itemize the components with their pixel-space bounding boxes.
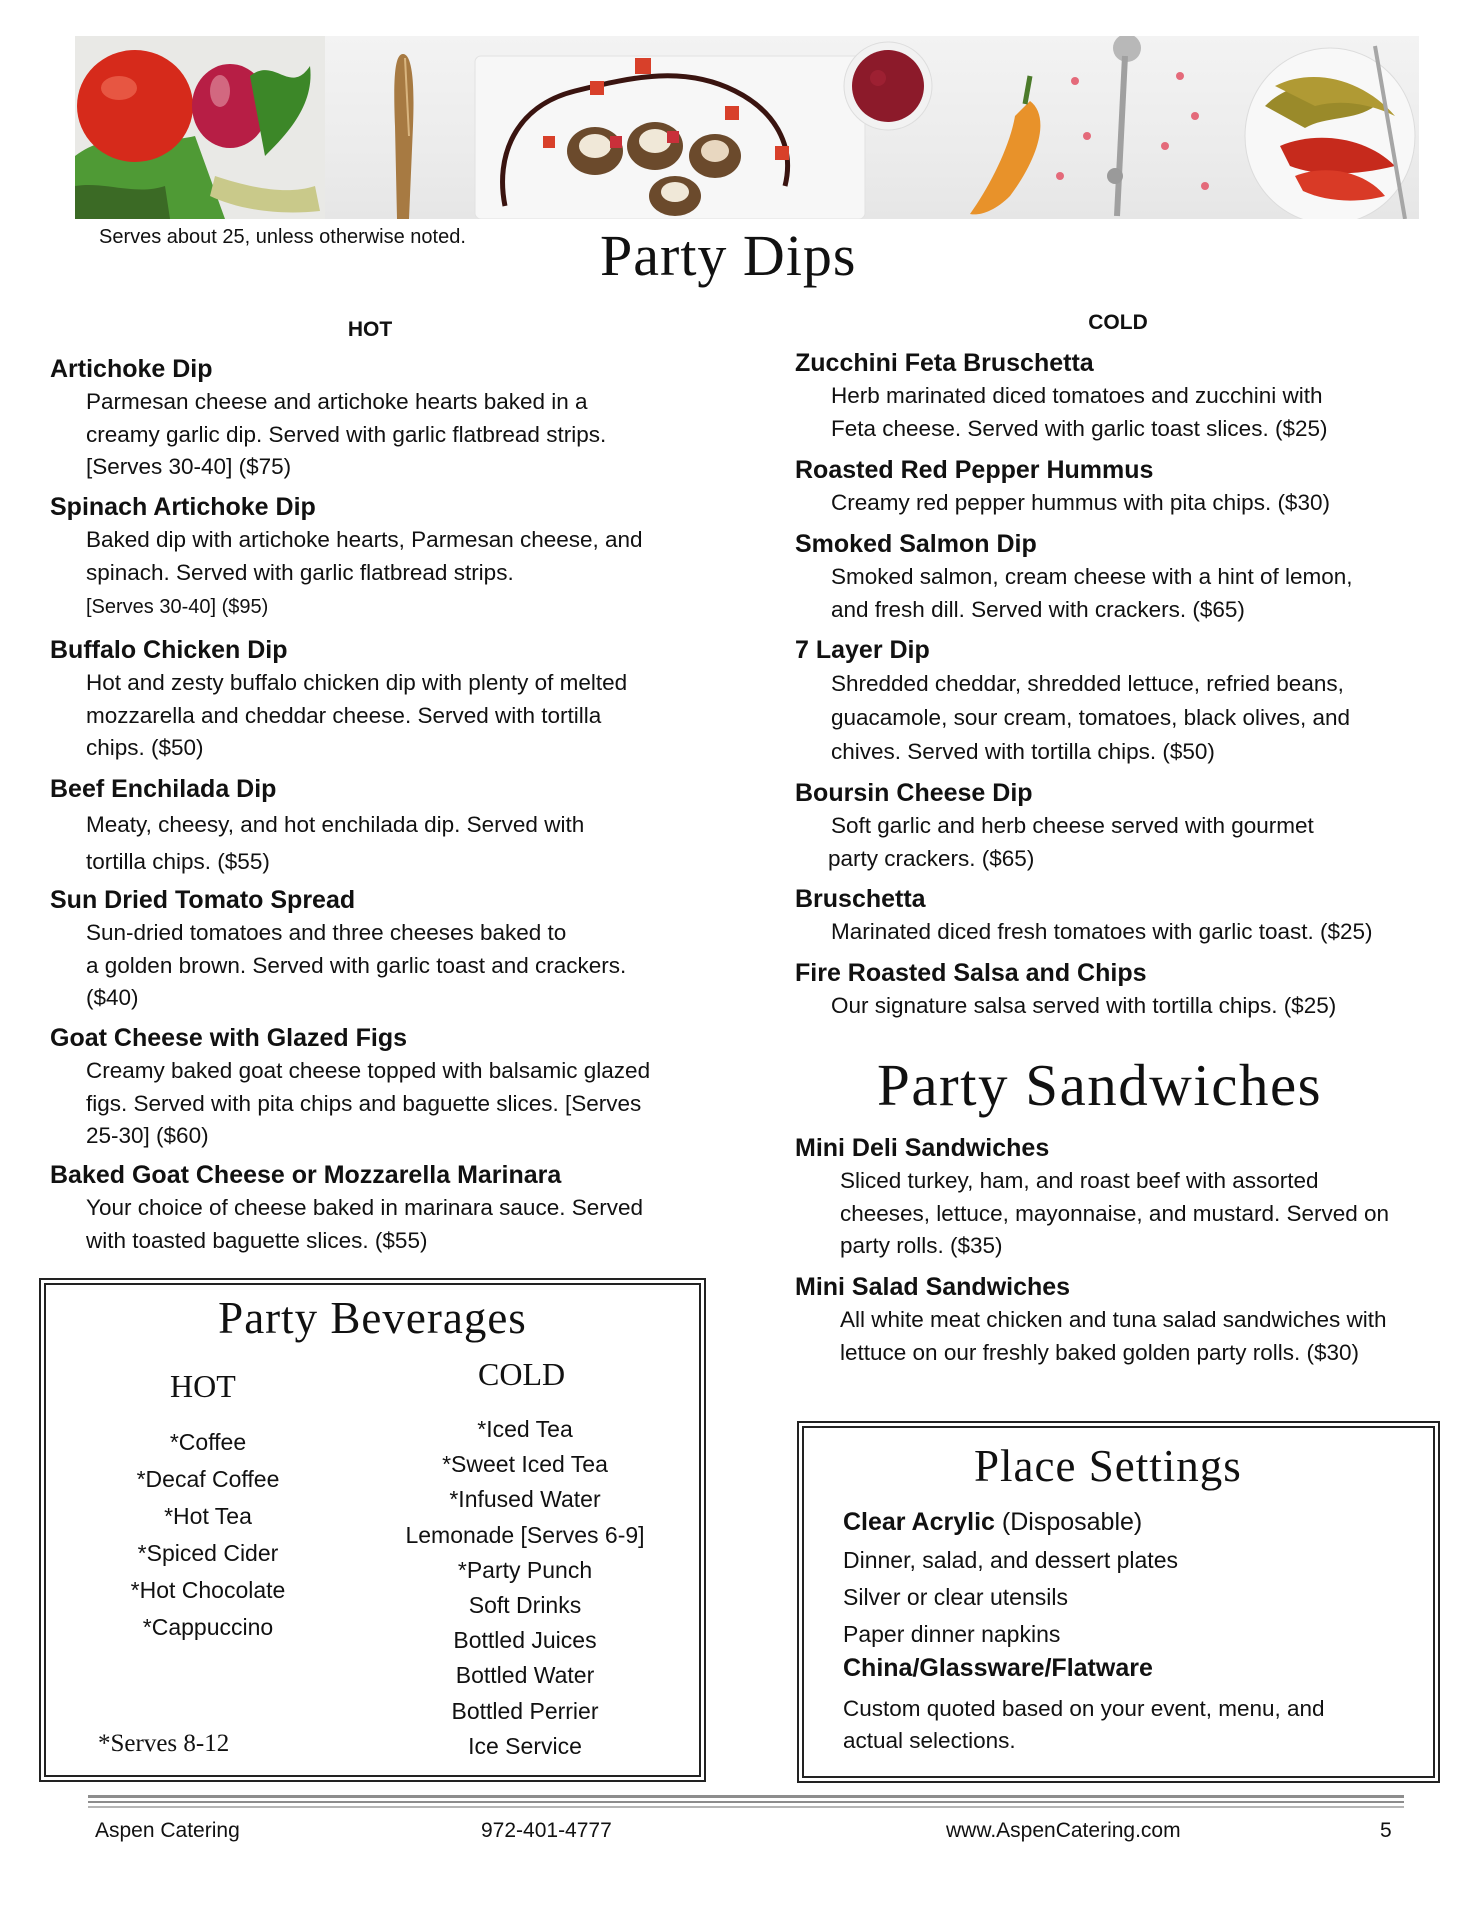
beverages-footnote: *Serves 8-12 <box>98 1730 230 1757</box>
dip-description: Hot and zesty buffalo chicken dip with plenty of melted mozzarella and cheddar cheese. Served with tortilla chips. ($50) <box>86 670 628 760</box>
dip-description: Baked dip with artichoke hearts, Parmesan cheese, and spinach. Served with garlic flatbread strips. [Serves 30-40] ($95) <box>86 527 643 618</box>
list-item: *Hot Chocolate <box>130 1577 286 1603</box>
cold-heading: COLD <box>1088 311 1148 334</box>
footer-company: Aspen Catering <box>95 1819 240 1842</box>
dip-item <box>795 453 1330 520</box>
dip-description: Smoked salmon, cream cheese with a hint of lemon, and fresh dill. Served with crackers. ($65) <box>831 564 1353 622</box>
sandwich-item <box>795 1270 1387 1369</box>
dip-item <box>50 1021 650 1153</box>
sandwich-name: Mini Deli Sandwiches <box>795 1134 1050 1162</box>
party-sandwiches-title: Party Sandwiches <box>877 1052 1323 1118</box>
acrylic-label: Clear Acrylic <box>843 1508 995 1536</box>
china-description: Custom quoted based on your event, menu, and actual selections. <box>843 1696 1325 1753</box>
list-item: *Infused Water <box>449 1486 601 1513</box>
dip-item <box>795 633 1350 769</box>
dip-item <box>795 346 1327 445</box>
dip-item <box>50 633 627 765</box>
list-item: *Coffee <box>169 1429 247 1455</box>
list-item: Bottled Juices <box>453 1627 597 1654</box>
appetizers-banner-image <box>75 36 1419 219</box>
acrylic-note: (Disposable) <box>1001 1508 1143 1536</box>
footer-phone[interactable]: 972-401-4777 <box>481 1819 612 1842</box>
acrylic-items <box>843 1542 1178 1653</box>
dip-name: Smoked Salmon Dip <box>795 530 1037 558</box>
dip-description: Your choice of cheese baked in marinara sauce. Served with toasted baguette slices. ($55) <box>86 1195 644 1253</box>
dip-description: Meaty, cheesy, and hot enchilada dip. Served with tortilla chips. ($55) <box>86 812 585 874</box>
list-item: Ice Service <box>468 1732 582 1759</box>
list-item: Bottled Water <box>455 1662 595 1689</box>
footer-rule <box>88 1806 1404 1808</box>
hot-beverages-list <box>88 1424 328 1646</box>
dip-description: Herb marinated diced tomatoes and zucchini with Feta cheese. Served with garlic toast slices. ($25) <box>831 383 1328 441</box>
list-item: Lemonade [Serves 6-9] <box>405 1521 645 1548</box>
china-label: China/Glassware/Flatware <box>843 1654 1153 1682</box>
footer-page-number: 5 <box>1380 1819 1392 1842</box>
dip-item <box>50 352 606 484</box>
footer-rule <box>88 1801 1404 1803</box>
list-item: Silver or clear utensils <box>843 1584 1068 1610</box>
sandwich-item <box>795 1131 1389 1263</box>
dip-description: Creamy red pepper hummus with pita chips. ($30) <box>831 490 1330 515</box>
list-item: Bottled Perrier <box>451 1697 599 1724</box>
dip-item <box>50 883 626 1015</box>
dip-item <box>50 490 643 625</box>
dip-item <box>50 1158 643 1257</box>
dip-name: Beef Enchilada Dip <box>50 775 277 803</box>
dip-name: Baked Goat Cheese or Mozzarella Marinara <box>50 1161 562 1189</box>
dip-name: Boursin Cheese Dip <box>795 779 1033 807</box>
footer-website[interactable]: www.AspenCatering.com <box>946 1819 1181 1842</box>
dip-name: Fire Roasted Salsa and Chips <box>795 959 1147 987</box>
dip-name: 7 Layer Dip <box>795 636 930 664</box>
dip-item <box>795 527 1353 626</box>
list-item: Paper dinner napkins <box>843 1621 1061 1647</box>
dip-description: Our signature salsa served with tortilla chips. ($25) <box>831 993 1337 1018</box>
list-item: *Spiced Cider <box>137 1540 279 1566</box>
list-item: Dinner, salad, and dessert plates <box>843 1547 1178 1573</box>
footer-rule <box>88 1795 1404 1798</box>
dip-description: Creamy baked goat cheese topped with balsamic glazed figs. Served with pita chips and baguette slices. [Serves 25-30] ($60) <box>86 1058 651 1148</box>
dip-name: Sun Dried Tomato Spread <box>50 886 356 914</box>
dip-item <box>795 776 1314 875</box>
list-item: *Hot Tea <box>164 1503 252 1529</box>
dip-description: Shredded cheddar, shredded lettuce, refried beans, guacamole, sour cream, tomatoes, black olives, and chives. Served with tortilla chips. ($50) <box>831 671 1351 764</box>
dip-description: Soft garlic and herb cheese served with gourmet party crackers. ($65) <box>828 813 1314 871</box>
dip-name: Bruschetta <box>795 885 926 913</box>
list-item: Soft Drinks <box>468 1592 582 1619</box>
dip-description: Sun-dried tomatoes and three cheeses baked to a golden brown. Served with garlic toast and crackers. ($40) <box>86 920 627 1010</box>
hot-heading: HOT <box>347 318 393 341</box>
list-item: *Party Punch <box>457 1556 593 1583</box>
dip-name: Roasted Red Pepper Hummus <box>795 456 1154 484</box>
list-item: *Sweet Iced Tea <box>442 1451 608 1478</box>
sandwich-name: Mini Salad Sandwiches <box>795 1273 1071 1301</box>
dip-name: Spinach Artichoke Dip <box>50 493 316 521</box>
sandwich-description: All white meat chicken and tuna salad sandwiches with lettuce on our freshly baked golden party rolls. ($30) <box>840 1307 1387 1365</box>
place-settings-title: Place Settings <box>974 1441 1242 1491</box>
serving-notice: Serves about 25, unless otherwise noted. <box>99 226 466 248</box>
dip-name: Artichoke Dip <box>50 355 213 383</box>
dip-item <box>795 956 1336 1023</box>
dip-item <box>795 882 1373 949</box>
party-dips-title: Party Dips <box>600 223 857 288</box>
beverages-cold-label: COLD <box>478 1356 566 1392</box>
sandwich-description: Sliced turkey, ham, and roast beef with assorted cheeses, lettuce, mayonnaise, and mustard. Served on party rolls. ($35) <box>840 1168 1390 1258</box>
dip-description: Marinated diced fresh tomatoes with garlic toast. ($25) <box>831 919 1373 944</box>
acrylic-heading <box>843 1504 1142 1541</box>
beverages-title: Party Beverages <box>218 1293 527 1343</box>
dip-description: Parmesan cheese and artichoke hearts baked in a creamy garlic dip. Served with garlic flatbread strips. [Serves 30-40] ($75) <box>86 389 607 479</box>
dip-name: Buffalo Chicken Dip <box>50 636 288 664</box>
cold-beverages-list <box>375 1412 675 1764</box>
list-item: *Cappuccino <box>142 1614 274 1640</box>
dip-name: Zucchini Feta Bruschetta <box>795 349 1094 377</box>
list-item: *Decaf Coffee <box>136 1466 280 1492</box>
dip-name: Goat Cheese with Glazed Figs <box>50 1024 408 1052</box>
beverages-hot-label: HOT <box>170 1368 236 1404</box>
dip-item <box>50 772 584 880</box>
banner-illustration <box>75 36 1419 219</box>
list-item: *Iced Tea <box>477 1416 573 1442</box>
